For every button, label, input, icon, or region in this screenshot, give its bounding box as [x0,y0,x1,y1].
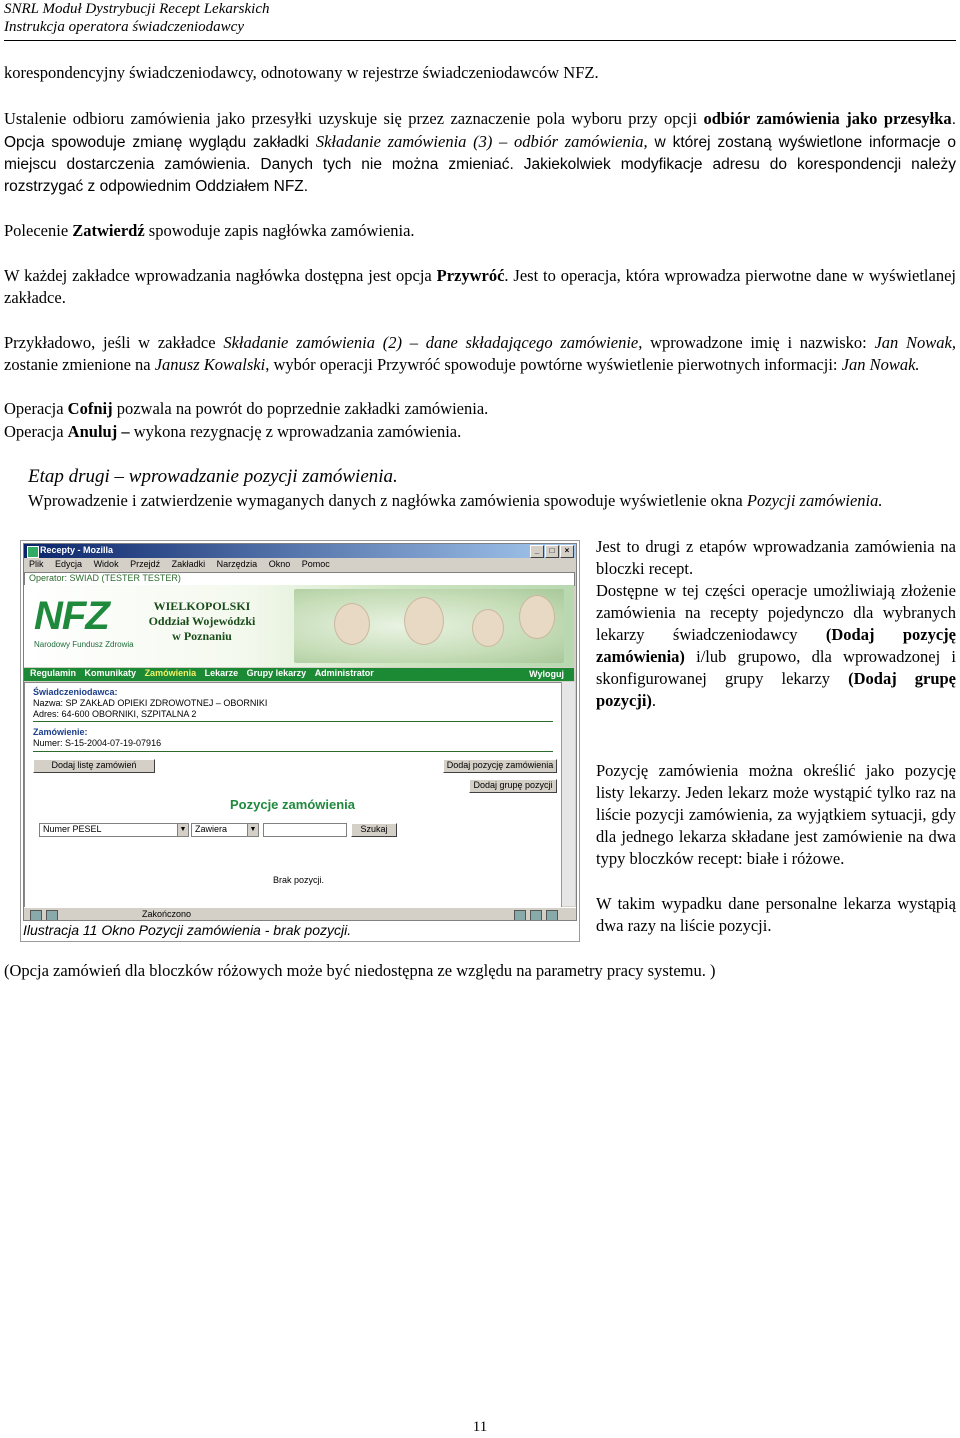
zam-label: Zamówienie: [33,727,88,737]
p3-b: Zatwierdź [72,221,145,240]
p5-d: Jan Nowak, [874,333,956,352]
separator [33,721,553,722]
status-bar [24,907,576,921]
p4-c: . Jest to operacja, która wprowadza pierwotne dane w wyświetlanej zakładce. [4,266,956,307]
nfz-banner [24,585,574,667]
back-to-list-button[interactable]: Dodaj listę zamówień [33,759,155,773]
close-icon[interactable]: × [560,545,574,558]
logout-link[interactable]: Wyloguj [529,669,564,679]
nav-grupy-lekarzy[interactable]: Grupy lekarzy [246,668,307,678]
p3-c: spowoduje zapis nagłówka zamówienia. [144,221,415,240]
swiad-name: Nazwa: SP ZAKŁAD OPIEKI ZDROWOTNEJ – OBORNIKI [33,698,268,708]
p6-a: Operacja [4,399,68,418]
nav-lekarze[interactable]: Lekarze [204,668,239,678]
side-paragraph-2 [596,580,956,712]
paragraph-5 [4,332,956,376]
header-rule [4,40,956,41]
window-title: Recepty - Mozilla [40,545,114,555]
minimize-icon[interactable]: _ [530,545,544,558]
add-position-button[interactable]: Dodaj pozycję zamówienia [443,759,557,773]
side-paragraph-1: Jest to drugi z etapów wprowadzania zamówienia na bloczki recept. [596,537,956,578]
field-select[interactable] [39,823,189,837]
p5-a: Przykładowo, jeśli w zakładce [4,333,224,352]
nfz-logo: NFZ [34,594,109,638]
p6-c: pozwala na powrót do poprzednie zakładki zamówienia. [112,399,489,418]
nav-komunikaty[interactable]: Komunikaty [84,668,137,678]
maximize-icon[interactable]: □ [545,545,559,558]
chevron-down-icon: ▼ [177,824,188,836]
p4-b: Przywróć [436,266,505,285]
window-titlebar [24,544,576,558]
positions-title: Pozycje zamówienia [230,797,355,812]
nav-zamowienia[interactable]: Zamówienia [144,668,197,678]
field-select-value: Numer PESEL [43,824,102,834]
side-paragraph-4: W takim wypadku dane personalne lekarza wystąpią dwa razy na liście pozycji. [596,894,956,935]
paragraph-8 [4,490,956,512]
header-subtitle: Instrukcja operatora świadczeniodawcy [4,19,244,35]
running-header [4,0,270,36]
oddzial-line-3: w Poznaniu [172,629,232,643]
paragraph-2 [4,108,956,198]
zam-number: Numer: S-15-2004-07-19-07916 [33,738,162,748]
menu-bar [24,559,576,571]
p2-c: . Opcja spowoduje zmianę wyglądu zakładki [4,111,956,151]
vertical-scrollbar[interactable] [561,682,575,906]
operator-label: Operator: SWIAD (TESTER TESTER) [29,573,181,583]
side2-b: (Dodaj pozycję zamówienia) [596,625,956,666]
side-paragraph-3: Pozycję zamówienia można określić jako pozycję listy lekarzy. Jeden lekarz może wystąpić tylko raz na liście pozycji zamówienia, za wyjątkiem sytuacji, gdy dla jednego lekarza składane jest zamówienie na dwa typy bloczków recept: białe i różowe. [596,761,956,868]
nav-administrator[interactable]: Administrator [314,668,374,678]
mozilla-app-icon [27,546,39,558]
empty-list-message: Brak pozycji. [273,875,325,885]
chevron-down-icon: ▼ [247,824,258,836]
window-controls [529,545,574,558]
p2-b: odbiór zamówienia jako przesyłka [703,109,952,128]
add-group-button[interactable]: Dodaj grupę pozycji [469,779,557,793]
p5-f: Janusz Kowalski [154,355,266,374]
operator-select-value: Zawiera [195,824,228,834]
p6-b: Cofnij [67,399,113,418]
separator [33,751,553,752]
p3-a: Polecenie [4,221,73,240]
mail-icon [46,910,58,921]
header-title: SNRL Moduł Dystrybucji Recept Lekarskich [4,1,270,17]
menu-pomoc[interactable]: Pomoc [301,559,330,569]
paragraph-3 [4,220,956,242]
nav-regulamin[interactable]: Regulamin [30,668,77,678]
nfz-logo-subtitle: Narodowy Fundusz Zdrowia [34,640,134,649]
menu-widok[interactable]: Widok [93,559,119,569]
p7-c: wykona rezygnację z wprowadzania zamówienia. [129,422,462,441]
side2-a: Dostępne w tej części operacje umożliwiają złożenie zamówienia na recepty pojedynczo dla wybranych lekarzy świadczeniodawcy [596,581,956,644]
swiad-address: Adres: 64-600 OBORNIKI, SZPITALNA 2 [33,709,197,719]
face-shape [519,595,555,639]
face-shape [334,603,370,645]
operator-bar [24,572,575,586]
oddzial-line-2: Oddział Wojewódzki [148,614,256,628]
cookie-icon [546,910,558,921]
menu-przejdz[interactable]: Przejdź [130,559,161,569]
paragraph-6 [4,398,956,420]
section-heading: Etap drugi – wprowadzanie pozycji zamówienia. [28,466,398,487]
page-number: 11 [472,1419,488,1435]
p4-a: W każdej zakładce wprowadzania nagłówka dostępna jest opcja [4,266,437,285]
menu-narzedzia[interactable]: Narzędzia [216,559,258,569]
search-button[interactable]: Szukaj [351,823,397,837]
connection-icon [514,910,526,921]
oddzial-line-1: WIELKOPOLSKI [153,599,251,613]
p5-e: zostanie zmienione na [4,355,155,374]
p7-b: Anuluj – [67,422,130,441]
p2-e: w której zostaną wyświetlone informacje o miejscu dostarczenia zamówienia. Danych tych nie można zmieniać. Jakiekolwiek modyfikacje adresu do korespondencji należy rozstrzygać z odpowiednim Oddziałem NFZ. [4,134,957,195]
figure-screenshot [20,540,580,942]
side2-e: . [651,691,657,710]
menu-plik[interactable]: Plik [29,559,44,569]
menu-okno[interactable]: Okno [268,559,291,569]
search-input[interactable] [263,823,347,837]
side2-c: i/lub grupowo, dla wprowadzonej i skonfigurowanej grupy lekarzy [596,647,956,688]
face-shape [472,609,504,647]
p8-b: Pozycji zamówienia. [746,491,883,510]
main-nav [24,668,574,681]
side2-d: (Dodaj grupę pozycji) [596,669,956,710]
face-shape [404,597,444,645]
paragraph-9: (Opcja zamówień dla bloczków różowych może być niedostępna ze względu na parametry pracy systemu. ) [4,961,716,980]
page-content [24,682,562,908]
p7-a: Operacja [4,422,68,441]
p2-a: Ustalenie odbioru zamówienia jako przesyłki uzyskuje się przez zaznaczenie pola wyboru przy opcji [4,109,704,128]
status-text: Zakończono [142,909,192,919]
navigator-icon [30,910,42,921]
oddzial-name [142,599,262,644]
paragraph-1: korespondencyjny świadczeniodawcy, odnotowany w rejestrze świadczeniodawców NFZ. [4,63,599,82]
p5-c: , wprowadzone imię i nazwisko: [638,333,875,352]
security-lock-icon [530,910,542,921]
banner-photo [294,589,564,663]
figure-caption: Ilustracja 11 Okno Pozycji zamówienia - brak pozycji. [23,922,352,938]
menu-zakladki[interactable]: Zakładki [171,559,206,569]
p5-g: , wybór operacji Przywróć spowoduje powtórne wyświetlenie pierwotnych informacji: [265,355,842,374]
operator-select[interactable] [191,823,259,837]
menu-edycja[interactable]: Edycja [55,559,83,569]
paragraph-4 [4,265,956,309]
p2-d: Składanie zamówienia (3) – odbiór zamówienia, [315,132,648,151]
p8-a: Wprowadzenie i zatwierdzenie wymaganych danych z nagłówka zamówienia spowoduje wyświetlenie okna [28,491,747,510]
swiad-label: Świadczeniodawca: [33,687,118,697]
paragraph-7 [4,421,956,443]
p5-h: Jan Nowak. [841,355,920,374]
p5-b: Składanie zamówienia (2) – dane składającego zamówienie [223,333,639,352]
browser-window [23,543,577,921]
